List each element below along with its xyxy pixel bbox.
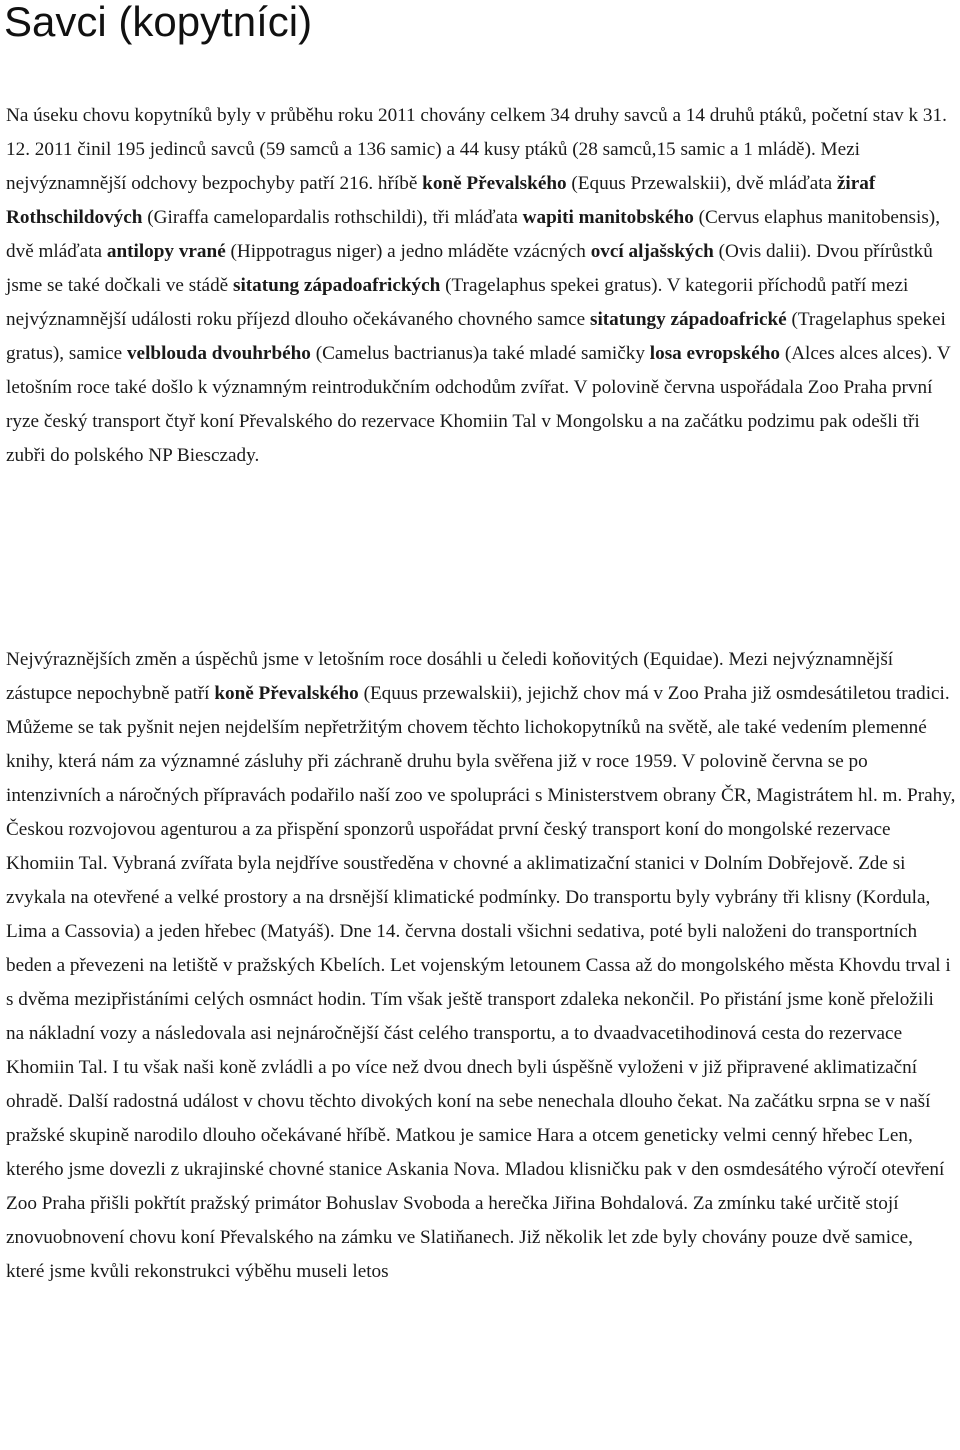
text-run: (Ovis dalii). Dvou přírůstků jsme se také dočkali ve stádě [6, 241, 933, 296]
bold-term: koně Převalského [214, 683, 359, 704]
bold-term: ovcí aljašských [590, 241, 714, 262]
paragraph-2 [6, 643, 956, 1289]
text-run: Nejvýraznějších změn a úspěchů jsme v letošním roce dosáhli u čeledi koňovitých (Equidae). Mezi nejvýznamnější zástupce nepochybně patří [6, 649, 894, 704]
bold-term: žiraf Rothschildových [6, 173, 876, 228]
bold-term: wapiti manitobského [522, 207, 694, 228]
text-run: (Camelus bactrianus)a také mladé samičky [310, 343, 650, 364]
bold-term: sitatungy západoafrické [589, 309, 787, 330]
text-run: (Giraffa camelopardalis rothschildi), tři mláďata [142, 207, 523, 228]
text-run: (Equus Przewalskii), dvě mláďata [566, 173, 837, 194]
text-run: (Tragelaphus spekei gratus), samice [6, 309, 946, 364]
bold-term: antilopy vrané [106, 241, 226, 262]
text-run: (Tragelaphus spekei gratus). V kategorii příchodů patří mezi nejvýznamnější události roku příjezd dlouho očekávaného chovného samce [6, 275, 909, 330]
paragraph-1 [6, 99, 956, 473]
text-run: (Cervus elaphus manitobensis), dvě mláďata [6, 207, 940, 262]
bold-term: sitatung západoafrických [232, 275, 441, 296]
text-run: Na úseku chovu kopytníků byly v průběhu roku 2011 chovány celkem 34 druhy savců a 14 druhů ptáků, početní stav k 31. 12. 2011 činil 195 jedinců savců (59 samců a 136 samic) a 44 kusy ptáků (28 samců,15 samic a 1 mládě). Mezi nejvýznamnější odchovy bezpochyby patří 216. hříbě [6, 105, 947, 194]
text-run: (Alces alces alces). V letošním roce také došlo k významným reintrodukčním odchodům zvířat. V polovině června uspořádala Zoo Praha první ryze český transport čtyř koní Převalského do rezervace Khomiin Tal v Mongolsku a na začátku podzimu pak odešli tři zubři do polského NP Biesczady. [6, 343, 951, 466]
text-run: (Hippotragus niger) a jedno mláděte vzácných [225, 241, 591, 262]
bold-term: losa evropského [649, 343, 781, 364]
bold-term: velblouda dvouhrbého [126, 343, 311, 364]
text-run: (Equus przewalskii), jejichž chov má v Zoo Praha již osmdesátiletou tradici. Můžeme se tak pyšnit nejen nejdelším nepřetržitým chovem těchto lichokopytníků na světě, ale také vedením plemenné knihy, která nám za významné zásluhy při záchraně druhu byla svěřena již v roce 1959. V polovině června se po intenzivních a náročných přípravách podařilo naší zoo ve spolupráci s Ministerstvem obrany ČR, Magistrátem hl. m. Prahy, Českou rozvojovou agenturou a za přispění sponzorů uspořádat první český transport koní do mongolské rezervace Khomiin Tal. Vybraná zvířata byla nejdříve soustředěna v chovné a aklimatizační stanici v Dolním Dobřejově. Zde si zvykala na otevřené a velké prostory a na drsnější klimatické podmínky. Do transportu byly vybrány tři klisny (Kordula, Lima a Cassovia) a jeden hřebec (Matyáš). Dne 14. června dostali všichni sedativa, poté byli naloženi do transportních beden a převezeni na letiště v pražských Kbelích. Let vojenským letounem Cassa až do mongolského města Khovdu trval i s dvěma mezipřistáními celých osmnáct hodin. Tím však ještě transport zdaleka nekončil. Po přistání jsme koně přeložili na nákladní vozy a následovala asi nejnáročnější část celého transportu, a to dvaadvacetihodinová cesta do rezervace Khomiin Tal. I tu však naši koně zvládli a po více než dvou dnech byli úspěšně vyloženi v již připravené aklimatizační ohradě. Další radostná událost v chovu těchto divokých koní na sebe nenechala dlouho čekat. Na začátku srpna se v naší pražské skupině narodilo dlouho očekávané hříbě. Matkou je samice Hara a otcem geneticky velmi cenný hřebec Len, kterého jsme dovezli z ukrajinské chovné stanice Askania Nova. Mladou klisničku pak v den osmdesátého výročí otevření Zoo Praha přišli pokřtít pražský primátor Bohuslav Svoboda a herečka Jiřina Bohdalová. Za zmínku také určitě stojí znovuobnovení chovu koní Převalského na zámku ve Slatiňanech. Již několik let zde byly chovány pouze dvě samice, které jsme kvůli rekonstrukci výběhu museli letos [6, 683, 956, 1282]
page-title: Savci (kopytníci) [4, 0, 313, 45]
bold-term: koně Převalského [422, 173, 567, 194]
